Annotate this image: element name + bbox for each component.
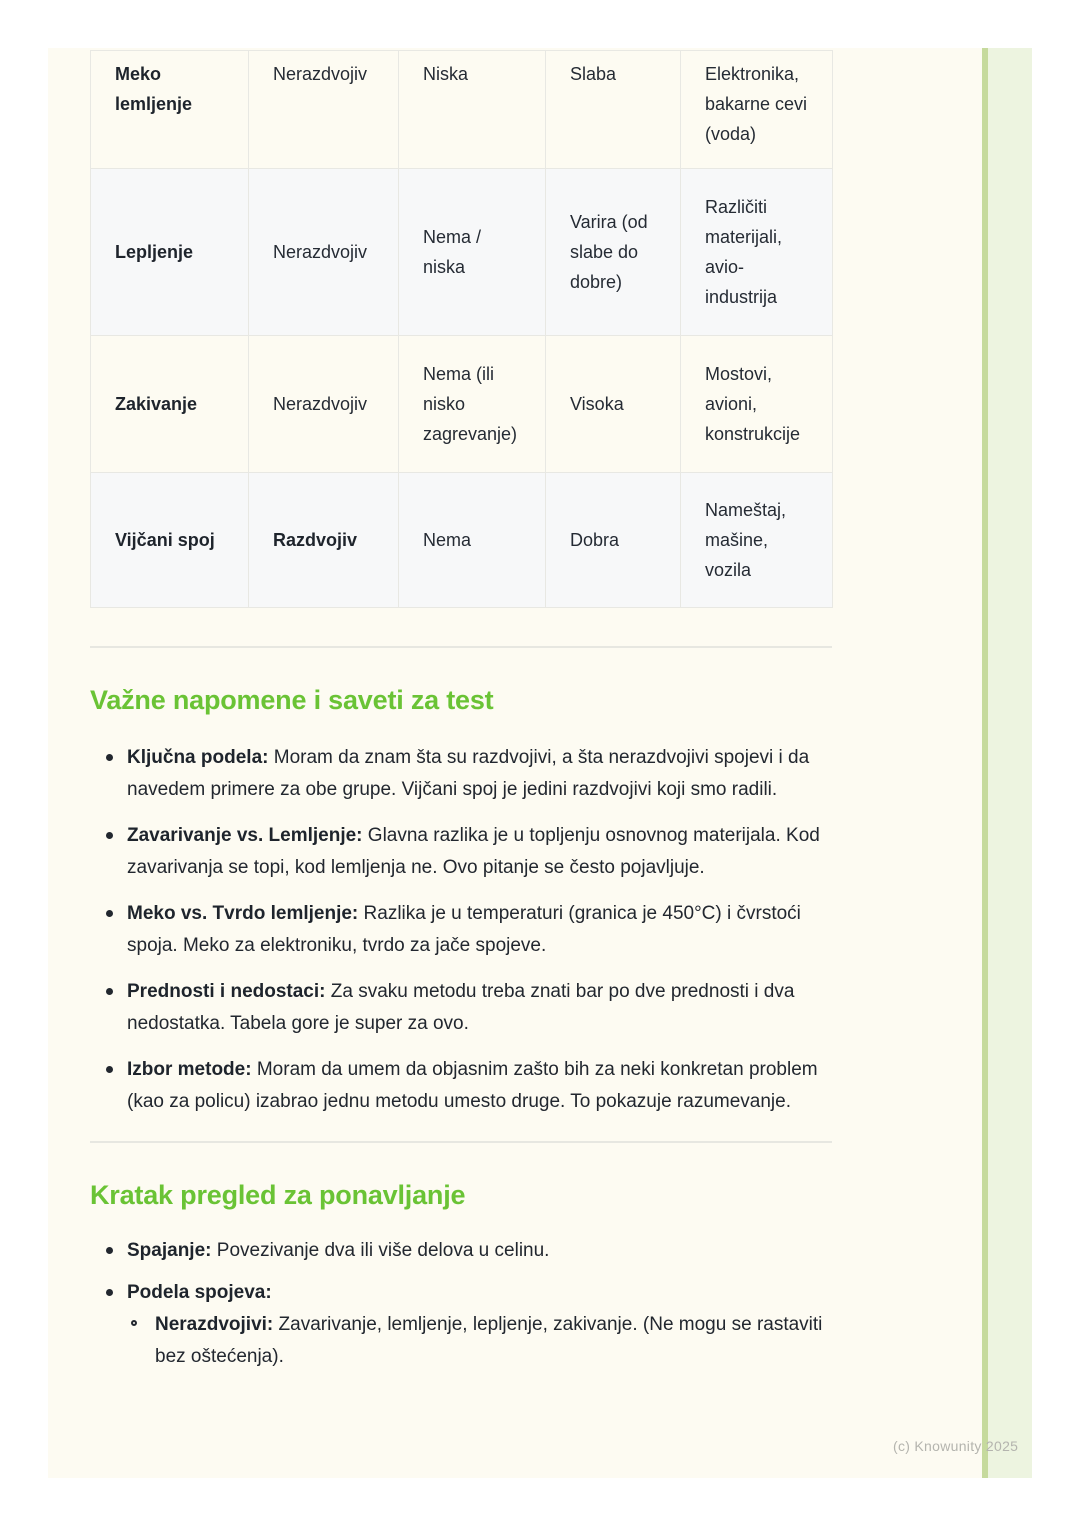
bullet-lead: Zavarivanje vs. Lemljenje:	[127, 825, 363, 846]
page-edge-green-bar	[982, 48, 1032, 1478]
cell-heat: Nema / niska	[399, 169, 546, 336]
section-divider	[90, 646, 832, 648]
list-item	[90, 1054, 832, 1118]
bullet-text: Moram da znam šta su razdvojivi, a šta nerazdvojivi spojevi i da navedem primere za obe grupe. Vijčani spoj je jedini razdvojivi koji smo radili.	[127, 747, 810, 800]
bullet-lead: Izbor metode:	[127, 1059, 252, 1080]
bullet-text: Moram da umem da objasnim zašto bih za neki konkretan problem (kao za policu) izabrao jednu metodu umesto druge. To pokazuje razumevanje.	[127, 1059, 818, 1112]
sub-list	[127, 1309, 832, 1373]
cell-separability: Nerazdvojiv	[249, 336, 399, 473]
cell-examples: Različiti materijali, avio-industrija	[681, 169, 833, 336]
bullet-text: Za svaku metodu treba znati bar po dve prednosti i dva nedostatka. Tabela gore je super za ovo.	[127, 981, 795, 1034]
notes-list	[90, 742, 832, 1118]
watermark: (c) Knowunity 2025	[893, 1438, 1019, 1454]
cell-method: Zakivanje	[91, 336, 249, 473]
table-row	[91, 473, 833, 608]
table-row	[91, 336, 833, 473]
cell-method: Lepljenje	[91, 169, 249, 336]
section-heading-notes: Važne napomene i saveti za test	[90, 685, 494, 715]
bullet-icon	[106, 832, 113, 839]
sub-list-item	[127, 1309, 832, 1373]
bullet-text: Povezivanje dva ili više delova u celinu.	[216, 1240, 550, 1261]
cell-separability: Razdvojiv	[249, 473, 399, 608]
bullet-lead: Prednosti i nedostaci:	[127, 981, 326, 1002]
bullet-lead: Ključna podela:	[127, 747, 269, 768]
document-page	[48, 48, 1032, 1478]
page-content	[90, 48, 832, 1383]
cell-method: Meko lemljenje	[91, 51, 249, 169]
bullet-lead: Spajanje:	[127, 1240, 212, 1261]
bullet-icon	[106, 1066, 113, 1073]
bullet-lead: Meko vs. Tvrdo lemljenje:	[127, 903, 359, 924]
cell-heat: Niska	[399, 51, 546, 169]
cell-strength: Varira (od slabe do dobre)	[546, 169, 681, 336]
cell-method: Vijčani spoj	[91, 473, 249, 608]
cell-examples: Elektronika, bakarne cevi (voda)	[681, 51, 833, 169]
section-heading-review: Kratak pregled za ponavljanje	[90, 1180, 466, 1210]
bullet-icon	[106, 910, 113, 917]
cell-heat: Nema (ili nisko zagrevanje)	[399, 336, 546, 473]
bullet-icon	[106, 1247, 113, 1254]
cell-examples: Mostovi, avioni, konstrukcije	[681, 336, 833, 473]
list-item	[90, 742, 832, 806]
bullet-text: Glavna razlika je u topljenju osnovnog materijala. Kod zavarivanja se topi, kod lemljenja ne. Ovo pitanje se često pojavljuje.	[127, 825, 820, 878]
cell-heat: Nema	[399, 473, 546, 608]
bullet-icon	[106, 754, 113, 761]
list-item	[90, 976, 832, 1040]
cell-separability: Nerazdvojiv	[249, 169, 399, 336]
list-item	[90, 820, 832, 884]
cell-examples: Nameštaj, mašine, vozila	[681, 473, 833, 608]
cell-strength: Slaba	[546, 51, 681, 169]
cell-separability: Nerazdvojiv	[249, 51, 399, 169]
review-list	[90, 1235, 832, 1373]
table-row	[91, 51, 833, 169]
bullet-lead: Podela spojeva:	[127, 1282, 272, 1303]
hollow-bullet-icon	[131, 1320, 137, 1326]
list-item	[90, 1235, 832, 1267]
cell-strength: Dobra	[546, 473, 681, 608]
section-divider	[90, 1141, 832, 1143]
bullet-icon	[106, 1289, 113, 1296]
list-item	[90, 1277, 832, 1373]
joining-methods-table	[90, 50, 833, 608]
cell-strength: Visoka	[546, 336, 681, 473]
table-row	[91, 169, 833, 336]
bullet-text: Razlika je u temperaturi (granica je 450°C) i čvrstoći spoja. Meko za elektroniku, tvrdo za jače spojeve.	[127, 903, 801, 956]
list-item	[90, 898, 832, 962]
bullet-lead: Nerazdvojivi:	[155, 1314, 274, 1335]
bullet-icon	[106, 988, 113, 995]
bullet-text: Zavarivanje, lemljenje, lepljenje, zakivanje. (Ne mogu se rastaviti bez oštećenja).	[155, 1314, 823, 1367]
